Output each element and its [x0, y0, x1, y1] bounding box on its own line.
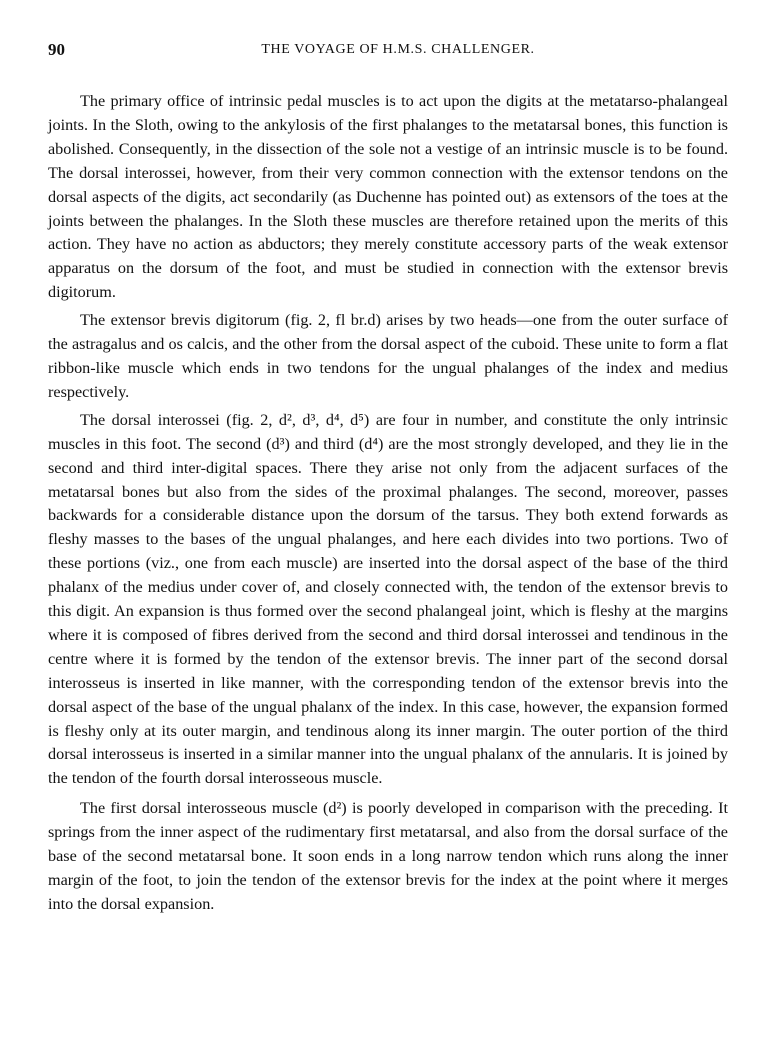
page-number: 90 — [48, 40, 65, 59]
running-head — [48, 38, 728, 62]
paragraph-dorsal-interossei: The dorsal interossei (fig. 2, d², d³, d⁴, d⁵) are four in number, and constitute the only intrinsic muscles in this foot. The second (d³) and third (d⁴) are the most strongly developed, and they lie in the second and third inter-digital spaces. There they arise not only from the adjacent surfaces of the metatarsal bones but also from the sides of the proximal phalanges. The second, moreover, passes backwards for a considerable distance upon the dorsum of the tarsus. They both extend forwards as fleshy masses to the bases of the ungual phalanges, and here each divides into two portions. Two of these portions (viz., one from each muscle) are inserted into the dorsal aspect of the base of the third phalanx of the medius under cover of, and closely connected with, the tendon of the extensor brevis to this digit. An expansion is thus formed over the second phalangeal joint, which is fleshy at the margins where it is composed of fibres derived from the second and third dorsal interossei and tendinous in the centre where it is formed by the tendon of the extensor brevis. The inner part of the second dorsal interosseus is inserted in like manner, with the corresponding tendon of the extensor brevis into the dorsal aspect of the base of the ungual phalanx of the index. In this case, however, the expansion formed is fleshy only at its outer margin, and tendinous along its inner margin. The outer portion of the third dorsal interosseus is inserted in a similar manner into the ungual phalanx of the annularis. It is joined by the tendon of the fourth dorsal interosseous muscle. — [48, 410, 728, 788]
paragraph-first-dorsal-interosseous: The first dorsal interosseous muscle (d²) is poorly developed in comparison with the preceding. It springs from the inner aspect of the rudimentary first metatarsal, and also from the dorsal surface of the base of the second metatarsal bone. It soon ends in a long narrow tendon which runs along the inner margin of the foot, to join the tendon of the extensor brevis for the index at the point where it merges into the dorsal expansion. — [48, 799, 728, 913]
paragraph-extensor-brevis: The extensor brevis digitorum (fig. 2, fl br.d) arises by two heads—one from the outer surface of the astragalus and os calcis, and the other from the dorsal aspect of the cuboid. These unite to form a flat ribbon-like muscle which ends in two tendons for the ungual phalanges of the index and medius respectively. — [48, 311, 728, 401]
book-page — [48, 38, 728, 919]
running-title: THE VOYAGE OF H.M.S. CHALLENGER. — [261, 42, 535, 57]
paragraph-intrinsic-muscles: The primary office of intrinsic pedal muscles is to act upon the digits at the metatarso-phalangeal joints. In the Sloth, owing to the ankylosis of the first phalanges to the metatarsal bones, this function is abolished. Consequently, in the dissection of the sole not a vestige of an intrinsic muscle is to be found. The dorsal interossei, however, from their very common connection with the extensor tendons on the dorsal aspects of the digits, act secondarily (as Duchenne has pointed out) as extensors of the toes at the joints between the phalanges. In the Sloth these muscles are therefore retained upon the merits of this action. They have no action as abductors; they merely constitute accessory parts of the weak extensor apparatus on the dorsum of the foot, and must be studied in connection with the extensor brevis digitorum. — [48, 92, 728, 302]
body-text — [48, 90, 728, 917]
